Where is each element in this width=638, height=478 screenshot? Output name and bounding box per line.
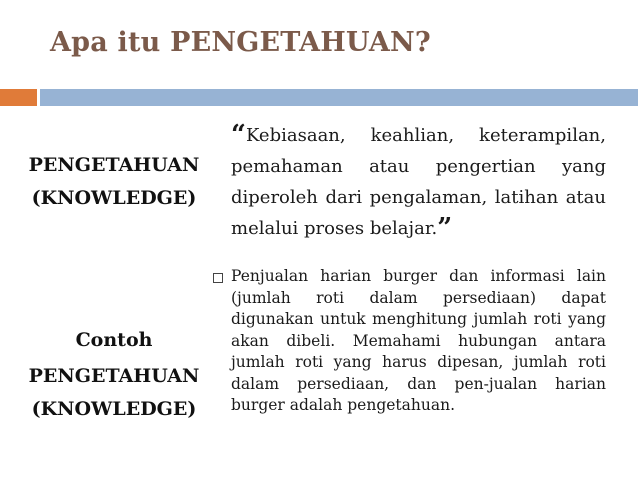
- definition-text: Kebiasaan, keahlian, keterampilan, pemahaman atau pengertian yang diperoleh dari pengalaman, latihan atau melalui proses belajar.: [231, 125, 606, 239]
- label-knowledge: [14, 149, 214, 215]
- close-quote-mark: ”: [437, 213, 453, 243]
- definition-quote: [231, 120, 606, 244]
- example-bullet: [213, 266, 606, 417]
- label-example-line-2: PENGETAHUAN: [28, 365, 200, 387]
- example-text: Penjualan harian burger dan informasi lain (jumlah roti dalam persediaan) dapat digunakan untuk menghitung jumlah roti yang akan dibeli. Memahami hubungan antara jumlah roti yang harus dipesan, jumlah roti dalam persediaan, dan pen-jualan harian burger adalah pengetahuan.: [231, 267, 606, 414]
- label-example-line-1: Contoh: [75, 329, 153, 351]
- open-quote-mark: “: [231, 120, 246, 150]
- slide-title: Apa itu PENGETAHUAN?: [50, 27, 431, 58]
- square-bullet-icon: [213, 273, 223, 283]
- label-knowledge-line-1: PENGETAHUAN: [28, 154, 200, 176]
- label-example-knowledge: [14, 324, 214, 426]
- label-example-line-3: (KNOWLEDGE): [31, 398, 197, 420]
- accent-bar: [0, 89, 37, 106]
- label-knowledge-line-2: (KNOWLEDGE): [31, 187, 197, 209]
- divider-bar: [40, 89, 638, 106]
